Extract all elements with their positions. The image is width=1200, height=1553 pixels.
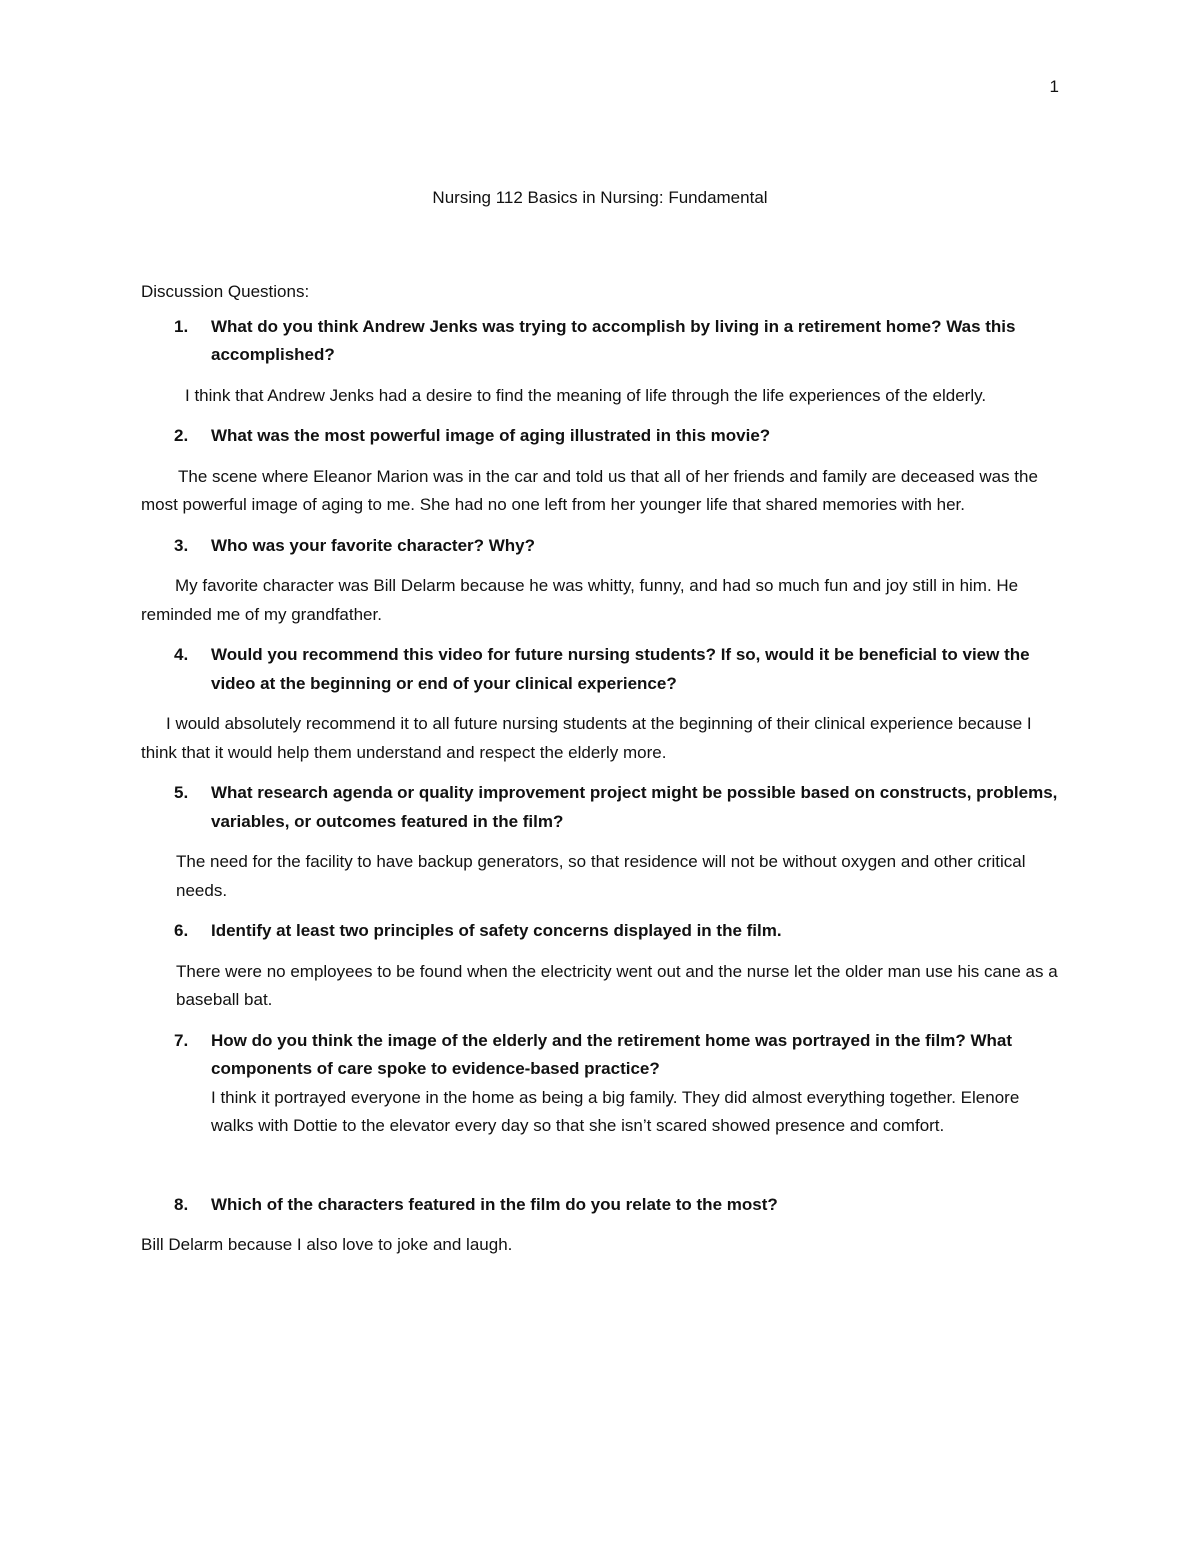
document-title: Nursing 112 Basics in Nursing: Fundamental	[432, 188, 768, 207]
blank-space	[141, 1153, 1061, 1191]
question-1	[141, 313, 1061, 370]
question-number: 4.	[174, 645, 189, 664]
question-2	[141, 422, 1061, 451]
question-5	[141, 779, 1061, 836]
question-8	[141, 1191, 1061, 1220]
answer-2: The scene where Eleanor Marion was in the car and told us that all of her friends and family are deceased was the most powerful image of aging to me. She had no one left from her younger life that shared memories with her.	[141, 466, 1038, 514]
answer-8: Bill Delarm because I also love to joke and laugh.	[141, 1235, 513, 1254]
question-number: 6.	[174, 921, 189, 940]
question-number: 8.	[174, 1194, 189, 1214]
question-text: Would you recommend this video for future nursing students? If so, would it be beneficial to view the video at the beginning or end of your clinical experience?	[211, 645, 1030, 693]
question-number: 2.	[174, 426, 189, 445]
question-number: 3.	[174, 535, 189, 555]
question-text: Which of the characters featured in the film do you relate to the most?	[211, 1194, 778, 1214]
answer-7: I think it portrayed everyone in the home as being a big family. They did almost everything together. Elenore walks with Dottie to the elevator every day so that she isn’t scared showed presence and comfort.	[211, 1087, 1020, 1135]
answer-6: There were no employees to be found when the electricity went out and the nurse let the older man use his cane as a baseball bat.	[176, 961, 1058, 1009]
question-number: 1.	[174, 316, 189, 336]
question-6	[141, 917, 1061, 946]
page-number: 1	[1049, 77, 1059, 96]
question-text: Identify at least two principles of safety concerns displayed in the film.	[211, 921, 782, 940]
question-text: Who was your favorite character? Why?	[211, 535, 536, 555]
section-heading: Discussion Questions:	[141, 282, 310, 301]
question-number: 5.	[174, 783, 189, 802]
document-body	[141, 278, 1061, 1272]
question-text: What do you think Andrew Jenks was trying to accomplish by living in a retirement home? Was this accomplished?	[211, 316, 1016, 364]
question-3	[141, 532, 1061, 561]
answer-4: I would absolutely recommend it to all future nursing students at the beginning of their clinical experience because I think that it would help them understand and respect the elderly more.	[141, 714, 1032, 762]
question-4	[141, 641, 1061, 698]
answer-3: My favorite character was Bill Delarm because he was whitty, funny, and had so much fun and joy still in him. He reminded me of my grandfather.	[141, 576, 1019, 624]
question-text: How do you think the image of the elderly and the retirement home was portrayed in the film? What components of care spoke to evidence-based practice?	[211, 1030, 1012, 1078]
question-text: What research agenda or quality improvement project might be possible based on constructs, problems, variables, or outcomes featured in the film?	[211, 783, 1058, 831]
answer-1: I think that Andrew Jenks had a desire to find the meaning of life through the life experiences of the elderly.	[185, 385, 987, 405]
question-text: What was the most powerful image of aging illustrated in this movie?	[211, 426, 771, 445]
question-7	[141, 1027, 1061, 1084]
question-number: 7.	[174, 1030, 189, 1050]
answer-5: The need for the facility to have backup generators, so that residence will not be without oxygen and other critical needs.	[176, 852, 1026, 900]
